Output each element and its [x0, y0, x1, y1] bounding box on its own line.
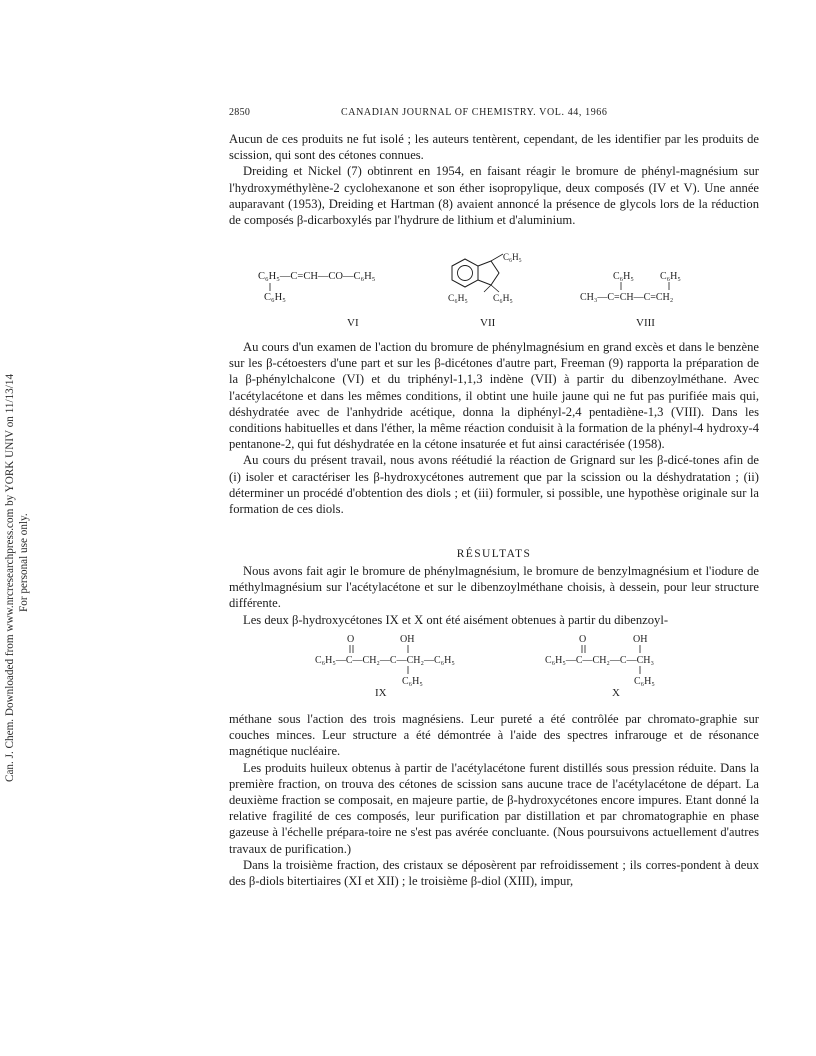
- section-heading: RÉSULTATS: [456, 548, 532, 560]
- running-head: CANADIAN JOURNAL OF CHEMISTRY. VOL. 44, 1966: [341, 107, 608, 118]
- structure-viii-label: VIII: [636, 317, 655, 329]
- structure-vii: [448, 252, 522, 329]
- structure-viii-sub1: C₆H₅: [613, 271, 634, 282]
- paragraph: Dreiding et Nickel (7) obtinrent en 1954, en faisant réagir le bromure de phényl-magnésium sur l'hydroxyméthylène-2 cyclohexanone et son éther isopropylique, deux composés (IV et V). Une année auparavant (1953), Dreiding et Hartman (8) avaient annoncé la présence de glycols lors de la réduction de composés β-dicarboxylés par l'hydrure de lithium et d'aluminium.: [229, 164, 759, 228]
- paragraph: méthane sous l'action des trois magnésiens. Leur pureté a été contrôlée par chromato-graphie sur couches minces. Leur structure a été démontrée à l'aide des spectres infrarouge et de résonance magnétique nucléaire.: [229, 712, 759, 759]
- structure-viii: [580, 271, 681, 329]
- paragraph: Les produits huileux obtenus à partir de l'acétylacétone furent distillés sous pression réduite. Dans la première fraction, on trouva des cétones de scission sans aucune trace de l'acétylacétone de départ. La deuxième fraction se composait, en majeure partie, de β-hydroxycétones encore impures. Etant donné la relative fragilité de ces composés, leur purification par distillation et par chromatographie en phase gazeuse à l'échelle prépara-toire ne s'est pas avérée concluante. (Nous poursuivons actuellement d'autres travaux de purification.): [229, 760, 759, 856]
- structure-vi-substituent: C₆H₅: [264, 292, 286, 303]
- text-block-middle: [229, 339, 759, 517]
- structure-vi-formula: C₆H₅—C=CH—CO—C₆H₅: [258, 271, 376, 282]
- structure-viii-sub2: C₆H₅: [660, 271, 681, 282]
- structure-x-sub: C₆H₅: [634, 676, 655, 687]
- structure-x-oh: OH: [633, 634, 648, 645]
- text-block-top: [229, 131, 759, 228]
- structure-vi: [258, 271, 376, 329]
- structure-ix: [315, 634, 455, 699]
- page-header: [229, 107, 759, 121]
- paragraph: Dans la troisième fraction, des cristaux se déposèrent par refroidissement ; ils corres-pondent à deux des β-diols bitertiaires (XI et XII) ; le troisième β-diol (XIII), impur,: [229, 857, 759, 889]
- paragraph: Au cours du présent travail, nous avons réétudié la réaction de Grignard sur les β-dicé-tones afin de (i) isoler et caractériser les β-hydroxycétones autrement que par la scission ou la déshydratation ; (ii) déterminer un procédé d'obtention des diols ; et (iii) formuler, si possible, une hypothèse originale sur la formation de ces diols.: [229, 453, 759, 517]
- structure-x-label: X: [612, 687, 620, 699]
- structure-ix-o: O: [347, 634, 355, 645]
- structure-ix-sub: C₆H₅: [402, 676, 423, 687]
- structure-x: [545, 634, 655, 699]
- structure-vi-label: VI: [347, 317, 359, 329]
- text-block-bottom: [229, 711, 759, 889]
- structure-vii-left-sub: C₆H₅: [448, 294, 468, 304]
- structure-ix-label: IX: [375, 687, 387, 699]
- structure-vii-label: VII: [480, 317, 496, 329]
- structure-ix-chain: C₆H₅—C—CH₂—C—CH₂—C₆H₅: [315, 655, 455, 666]
- structure-vii-right-sub: C₆H₅: [493, 294, 513, 304]
- structure-viii-chain: CH₃—C=CH—C=CH₂: [580, 292, 674, 303]
- structure-ix-oh: OH: [400, 634, 415, 645]
- structure-x-o: O: [579, 634, 587, 645]
- paragraph: Aucun de ces produits ne fut isolé ; les auteurs tentèrent, cependant, de les identifier par les produits de scission, qui sont des cétones connues.: [229, 132, 759, 163]
- text-block-results: [229, 563, 759, 628]
- personal-use-note: For personal use only.: [18, 513, 30, 612]
- paragraph: Les deux β-hydroxycétones IX et X ont été aisément obtenues à partir du dibenzoyl-: [243, 612, 669, 627]
- structure-vii-top-sub: C₆H₅: [503, 252, 522, 262]
- structure-x-chain: C₆H₅—C—CH₂—C—CH₃: [545, 655, 654, 666]
- page-number: 2850: [229, 107, 251, 118]
- structures-vi-vii-viii: [229, 252, 759, 332]
- paragraph: Nous avons fait agir le bromure de phénylmagnésium, le bromure de benzylmagnésium et l'iodure de méthylmagnésium sur l'acétylacétone et sur le dibenzoylméthane choisis, à dessein, pour leur structure différente.: [229, 564, 759, 611]
- download-watermark: Can. J. Chem. Downloaded from www.nrcresearchpress.com by YORK UNIV on 11/13/14: [4, 373, 16, 782]
- structures-ix-x: [229, 628, 759, 704]
- paragraph: Au cours d'un examen de l'action du bromure de phénylmagnésium en grand excès et dans le benzène sur les β-cétoesters d'une part et sur les β-dicétones d'autre part, Freeman (9) rapporta la préparation de la β-phénylchalcone (VI) et du triphényl-1,1,3 indène (VII) à partir du dibenzoylméthane. Avec l'acétylacétone et dans les mêmes conditions, il obtint une huile jaune qui ne fut pas purifiée mais qui, déshydratée avec de l'anhydride acétique, donna la diphényl-2,4 pentadiène-1,3 (VIII). Dans les conditions habituelles et dans l'éther, la même réaction conduisit à la formation de la phényl-4 hydroxy-4 pentanone-2, qui fut déshydratée en la cétone insaturée et fut ainsi caractérisée (1958).: [229, 340, 759, 452]
